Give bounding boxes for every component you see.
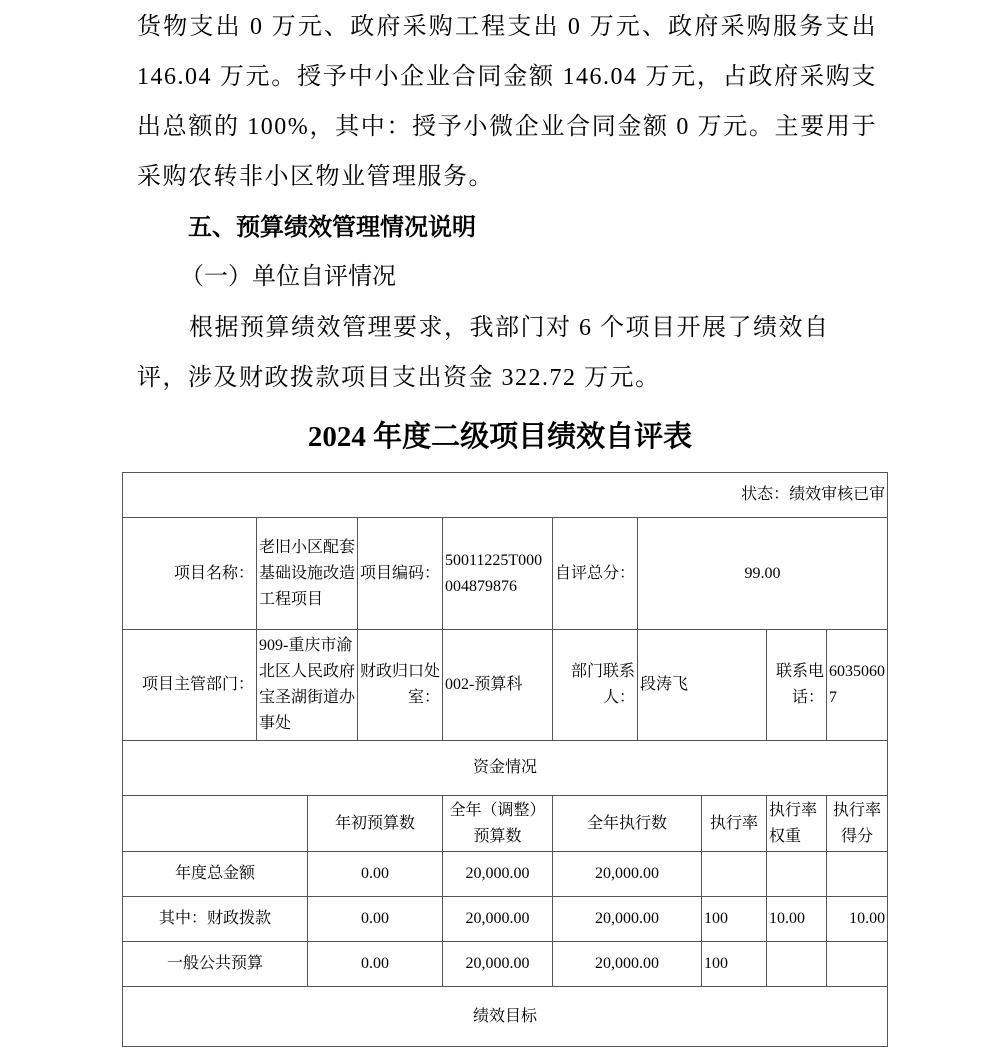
cell: 10.00	[767, 897, 827, 942]
dept-label: 项目主管部门：	[123, 630, 257, 741]
cell: 20,000.00	[553, 852, 702, 897]
table-row	[123, 942, 888, 987]
header-cell: 执行率得分	[827, 796, 888, 852]
office: 002-预算科	[443, 630, 553, 741]
project-code: 50011225T000004879876	[443, 518, 553, 630]
header-cell: 全年（调整）预算数	[443, 796, 553, 852]
cell	[767, 852, 827, 897]
paragraph-procurement: 货物支出 0 万元、政府采购工程支出 0 万元、政府采购服务支出 146.04 万元。授予中小企业合同金额 146.04 万元，占政府采购支出总额的 100%，其中：授予小微企业合同金额 0 万元。主要用于采购农转非小区物业管理服务。	[137, 14, 877, 190]
cell: 20,000.00	[553, 897, 702, 942]
contact-label: 部门联系人：	[553, 630, 638, 741]
cell: 20,000.00	[443, 852, 553, 897]
header-cell: 执行率	[702, 796, 767, 852]
header-cell: 全年执行数	[553, 796, 702, 852]
cell: 100	[702, 897, 767, 942]
dept: 909-重庆市渝北区人民政府宝圣湖街道办事处	[257, 630, 358, 741]
phone-label: 联系电话：	[767, 630, 827, 741]
header-cell: 执行率权重	[767, 796, 827, 852]
cell: 0.00	[308, 942, 443, 987]
cell	[702, 852, 767, 897]
phone: 60350607	[827, 630, 888, 741]
row-label: 一般公共预算	[123, 942, 308, 987]
cell: 100	[702, 942, 767, 987]
cell	[827, 852, 888, 897]
cell: 0.00	[308, 852, 443, 897]
paragraph-self-eval: 根据预算绩效管理要求，我部门对 6 个项目开展了绩效自评，涉及财政拨款项目支出资金 322.72 万元。	[137, 315, 830, 391]
office-label: 财政归口处室：	[358, 630, 443, 741]
contact: 段涛飞	[638, 630, 767, 741]
cell	[767, 942, 827, 987]
subsection-heading: （一）单位自评情况	[180, 264, 396, 290]
section-heading: 五、预算绩效管理情况说明	[188, 215, 476, 241]
table-row	[123, 852, 888, 897]
row-label: 年度总金额	[123, 852, 308, 897]
table-title: 2024 年度二级项目绩效自评表	[307, 421, 693, 453]
funds-heading: 资金情况	[123, 741, 888, 796]
cell: 20,000.00	[443, 897, 553, 942]
goals-heading: 绩效目标	[123, 987, 888, 1047]
cell	[827, 942, 888, 987]
cell: 20,000.00	[443, 942, 553, 987]
row-label: 其中：财政拨款	[123, 897, 308, 942]
header-cell: 年初预算数	[308, 796, 443, 852]
score-label: 自评总分：	[553, 518, 638, 630]
table-row	[123, 897, 888, 942]
code-label: 项目编码：	[358, 518, 443, 630]
header-cell	[123, 796, 308, 852]
performance-table	[122, 472, 888, 1047]
cell: 20,000.00	[553, 942, 702, 987]
self-score: 99.00	[638, 518, 888, 630]
cell: 10.00	[827, 897, 888, 942]
status: 状态：绩效审核已审	[123, 473, 888, 518]
name-label: 项目名称：	[123, 518, 257, 630]
project-name: 老旧小区配套基础设施改造工程项目	[257, 518, 358, 630]
cell: 0.00	[308, 897, 443, 942]
